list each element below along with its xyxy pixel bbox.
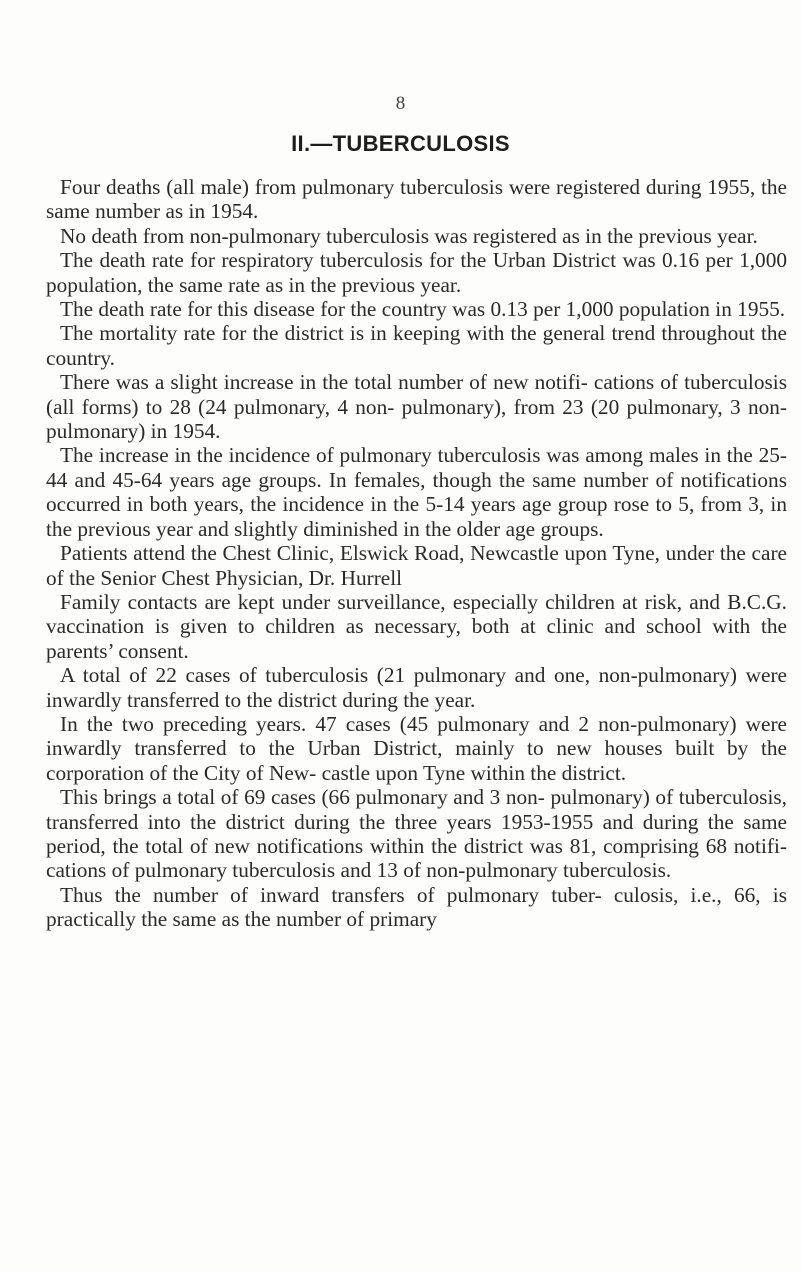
paragraph-8 xyxy=(46,541,787,590)
paragraph-10-text: A total of 22 cases of tuberculosis (21 pulmonary and one, non-pulmonary) were inwardly transferred to the district during the year. xyxy=(46,663,787,712)
paragraph-6 xyxy=(46,370,787,443)
paragraph-7 xyxy=(46,443,787,541)
paragraph-1 xyxy=(46,175,787,224)
paragraph-2-text: No death from non-pulmonary tuberculosis was registered as in the previous year. xyxy=(60,223,758,248)
body-text xyxy=(46,175,787,932)
paragraph-3 xyxy=(46,248,787,297)
paragraph-12-text: This brings a total of 69 cases (66 pulmonary and 3 non- pulmonary) of tuberculosis, transferred into the district during the three years 1953-1955 and during the same period, the total of new notifications within the district was 81, comprising 68 notifi- cations of pulmonary tuberculosis and 13 of non-pulmonary tuberculosis. xyxy=(46,785,787,883)
paragraph-11 xyxy=(46,712,787,785)
paragraph-12 xyxy=(46,785,787,883)
paragraph-7-text: The increase in the incidence of pulmonary tuberculosis was among males in the 25-44 and 45-64 years age groups. In females, though the same number of notifications occurred in both years, the incidence in the 5-14 years age group rose to 5, from 3, in the previous year and slightly diminished in the older age groups. xyxy=(46,443,787,541)
paragraph-5 xyxy=(46,321,787,370)
paragraph-13-text: Thus the number of inward transfers of pulmonary tuber- culosis, i.e., 66, is practically the same as the number of primary xyxy=(46,882,787,932)
section-heading: II.—TUBERCULOSIS xyxy=(291,131,510,156)
paragraph-5-text: The mortality rate for the district is in keeping with the general trend throughout the country. xyxy=(46,321,787,370)
paragraph-3-text: The death rate for respiratory tuberculosis for the Urban District was 0.16 per 1,000 population, the same rate as in the previous year. xyxy=(46,248,787,297)
paragraph-4-text: The death rate for this disease for the country was 0.13 per 1,000 population in 1955. xyxy=(60,297,786,322)
paragraph-6-text: There was a slight increase in the total number of new notifi- cations of tuberculosis (all forms) to 28 (24 pulmonary, 4 non- pulmonary), from 23 (20 pulmonary, 3 non-pulmonary) in 1954. xyxy=(46,370,787,444)
paragraph-8-text: Patients attend the Chest Clinic, Elswick Road, Newcastle upon Tyne, under the care of the Senior Chest Physician, Dr. Hurrell xyxy=(46,541,787,590)
paragraph-2 xyxy=(46,224,787,248)
paragraph-9-text: Family contacts are kept under surveillance, especially children at risk, and B.C.G. vaccination is given to children as necessary, both at clinic and school with the parents’ consent. xyxy=(46,589,787,663)
paragraph-13 xyxy=(46,883,787,932)
paragraph-11-text: In the two preceding years. 47 cases (45 pulmonary and 2 non-pulmonary) were inwardly transferred to the Urban District, mainly to new houses built by the corporation of the City of New- castle upon Tyne within the district. xyxy=(46,711,787,785)
page-number: 8 xyxy=(395,93,406,114)
paragraph-4 xyxy=(46,297,787,321)
paragraph-10 xyxy=(46,663,787,712)
paragraph-1-text: Four deaths (all male) from pulmonary tuberculosis were registered during 1955, the same number as in 1954. xyxy=(46,175,787,224)
paragraph-9 xyxy=(46,590,787,663)
